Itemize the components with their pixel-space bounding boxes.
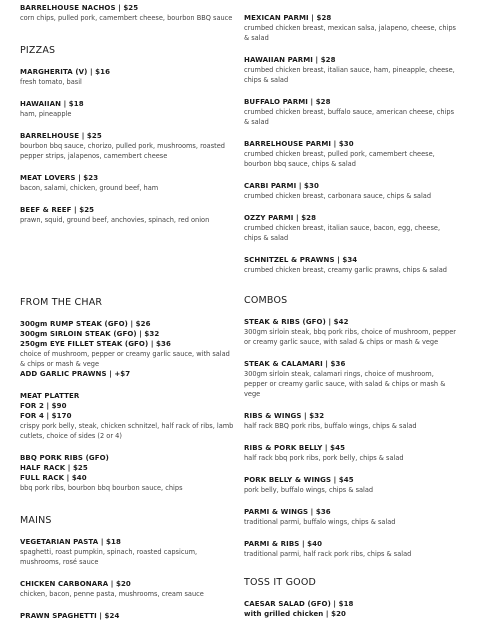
menu-item-platter: [20, 391, 235, 441]
item-name: STEAK & CALAMARI | $36: [244, 360, 346, 368]
item-description: ham, pineapple: [20, 110, 72, 118]
menu-item: [244, 181, 459, 201]
section-title-from-the-char: FROM THE CHAR: [20, 297, 103, 308]
item-description: crumbed chicken breast, mexican salsa, jalapeno, cheese, chips & salad: [244, 24, 456, 42]
menu-item: [244, 475, 459, 495]
item-description: half rack bbq pork ribs, pork belly, chips & salad: [244, 454, 404, 462]
item-name: 300gm RUMP STEAK (GFO) | $26: [20, 320, 151, 328]
item-name: RIBS & WINGS | $32: [244, 412, 325, 420]
item-name: MARGHERITA (V) | $16: [20, 68, 111, 76]
item-name: with grilled chicken | $20: [244, 610, 347, 618]
menu-item: [244, 411, 459, 431]
menu-item-ribs: [20, 453, 235, 493]
menu-item: [244, 359, 459, 399]
item-name: BARRELHOUSE | $25: [20, 132, 102, 140]
item-description: 300gm sirloin steak, calamari rings, choice of mushroom, pepper or creamy garlic sauce, with salad & chips or mash & vege: [244, 370, 446, 398]
menu-item: [244, 213, 459, 243]
item-description: crispy pork belly, steak, chicken schnitzel, half rack of ribs, lamb cutlets, choice of sides (2 or 4): [20, 422, 234, 440]
menu-item: [244, 139, 459, 169]
item-description: half rack BBQ pork ribs, buffalo wings, chips & salad: [244, 422, 417, 430]
menu-item: [244, 55, 459, 85]
item-description: chicken, bacon, penne pasta, mushrooms, cream sauce: [20, 590, 204, 598]
item-name: MEXICAN PARMI | $28: [244, 14, 332, 22]
menu-item: [244, 443, 459, 463]
menu-item: [244, 13, 459, 43]
item-name: HAWAIIAN PARMI | $28: [244, 56, 336, 64]
item-name: MEAT PLATTER: [20, 392, 80, 400]
item-name: PARMI & WINGS | $36: [244, 508, 331, 516]
item-description: crumbed chicken breast, creamy garlic prawns, chips & salad: [244, 266, 447, 274]
menu-item: [20, 173, 235, 193]
item-name: HAWAIIAN | $18: [20, 100, 84, 108]
item-name: PORK BELLY & WINGS | $45: [244, 476, 354, 484]
item-description: traditional parmi, half rack pork ribs, chips & salad: [244, 550, 412, 558]
item-name: BUFFALO PARMI | $28: [244, 98, 331, 106]
item-description: pork belly, buffalo wings, chips & salad: [244, 486, 374, 494]
item-name: FULL RACK | $40: [20, 474, 87, 482]
item-description: traditional parmi, buffalo wings, chips & salad: [244, 518, 396, 526]
item-name: OZZY PARMI | $28: [244, 214, 317, 222]
item-name: RIBS & PORK BELLY | $45: [244, 444, 346, 452]
item-name: HALF RACK | $25: [20, 464, 88, 472]
item-description: bbq pork ribs, bourbon bbq bourbon sauce, chips: [20, 484, 183, 492]
item-name: FOR 4 | $170: [20, 412, 72, 420]
item-name: BBQ PORK RIBS (GFO): [20, 454, 109, 462]
menu-item: [20, 537, 235, 567]
item-description: fresh tomato, basil: [20, 78, 82, 86]
menu-item: [244, 255, 459, 275]
menu-left-column: [20, 0, 235, 631]
item-description: prawn, squid, ground beef, anchovies, spinach, red onion: [20, 216, 210, 224]
item-name: BARRELHOUSE NACHOS | $25: [20, 4, 139, 12]
item-name: PARMI & RIBS | $40: [244, 540, 323, 548]
menu-item: [244, 507, 459, 527]
item-description: crumbed chicken breast, italian sauce, ham, pineapple, cheese, chips & salad: [244, 66, 455, 84]
menu-right-column: [244, 0, 459, 629]
item-description: crumbed chicken breast, italian sauce, bacon, egg, cheese, chips & salad: [244, 224, 441, 242]
item-description: crumbed chicken breast, pulled pork, camembert cheese, bourbon bbq sauce, chips & salad: [244, 150, 435, 168]
item-name: FOR 2 | $90: [20, 402, 67, 410]
item-description: spaghetti, roast pumpkin, spinach, roasted capsicum, mushrooms, rosé sauce: [20, 548, 198, 566]
item-name: STEAK & RIBS (GFO) | $42: [244, 318, 349, 326]
menu-item: [244, 317, 459, 347]
menu-item-steaks: [20, 319, 235, 379]
item-name: CAESAR SALAD (GFO) | $18: [244, 600, 354, 608]
menu-item: [20, 131, 235, 161]
item-name: CARBI PARMI | $30: [244, 182, 319, 190]
item-description: choice of mushroom, pepper or creamy garlic sauce, with salad & chips or mash & vege: [20, 350, 230, 368]
item-name: VEGETARIAN PASTA | $18: [20, 538, 121, 546]
section-title-pizzas: PIZZAS: [20, 45, 56, 56]
item-description: 300gm sirloin steak, bbq pork ribs, choice of mushroom, pepper or creamy garlic sauce, with salad & chips or mash & vege: [244, 328, 456, 346]
menu-item: [244, 539, 459, 559]
item-name: 250gm EYE FILLET STEAK (GFO) | $36: [20, 340, 171, 348]
item-description: crumbed chicken breast, buffalo sauce, american cheese, chips & salad: [244, 108, 455, 126]
menu-item: [244, 97, 459, 127]
item-name: MEAT LOVERS | $23: [20, 174, 99, 182]
item-name: BARRELHOUSE PARMI | $30: [244, 140, 354, 148]
item-description: bacon, salami, chicken, ground beef, ham: [20, 184, 159, 192]
item-name: BEEF & REEF | $25: [20, 206, 95, 214]
section-title-toss-it-good: TOSS IT GOOD: [244, 577, 317, 588]
menu-item: [20, 579, 235, 599]
item-addon: ADD GARLIC PRAWNS | +$7: [20, 370, 131, 378]
item-name: CHICKEN CARBONARA | $20: [20, 580, 131, 588]
item-name: 300gm SIRLOIN STEAK (GFO) | $32: [20, 330, 160, 338]
item-description: corn chips, pulled pork, camembert cheese, bourbon BBQ sauce: [20, 14, 233, 22]
menu-item-nachos: [20, 3, 235, 23]
item-description: bourbon bbq sauce, chorizo, pulled pork, mushrooms, roasted pepper strips, jalapenos, camembert cheese: [20, 142, 225, 160]
menu-item: [20, 99, 235, 119]
item-description: crumbed chicken breast, carbonara sauce, chips & salad: [244, 192, 432, 200]
section-title-mains: MAINS: [20, 515, 52, 526]
item-name: PRAWN SPAGHETTI | $24: [20, 612, 120, 620]
menu-item: [20, 611, 235, 621]
menu-item: [20, 205, 235, 225]
section-title-combos: COMBOS: [244, 295, 288, 306]
menu-item: [20, 67, 235, 87]
item-name: SCHNITZEL & PRAWNS | $34: [244, 256, 358, 264]
menu-item: [244, 599, 459, 619]
